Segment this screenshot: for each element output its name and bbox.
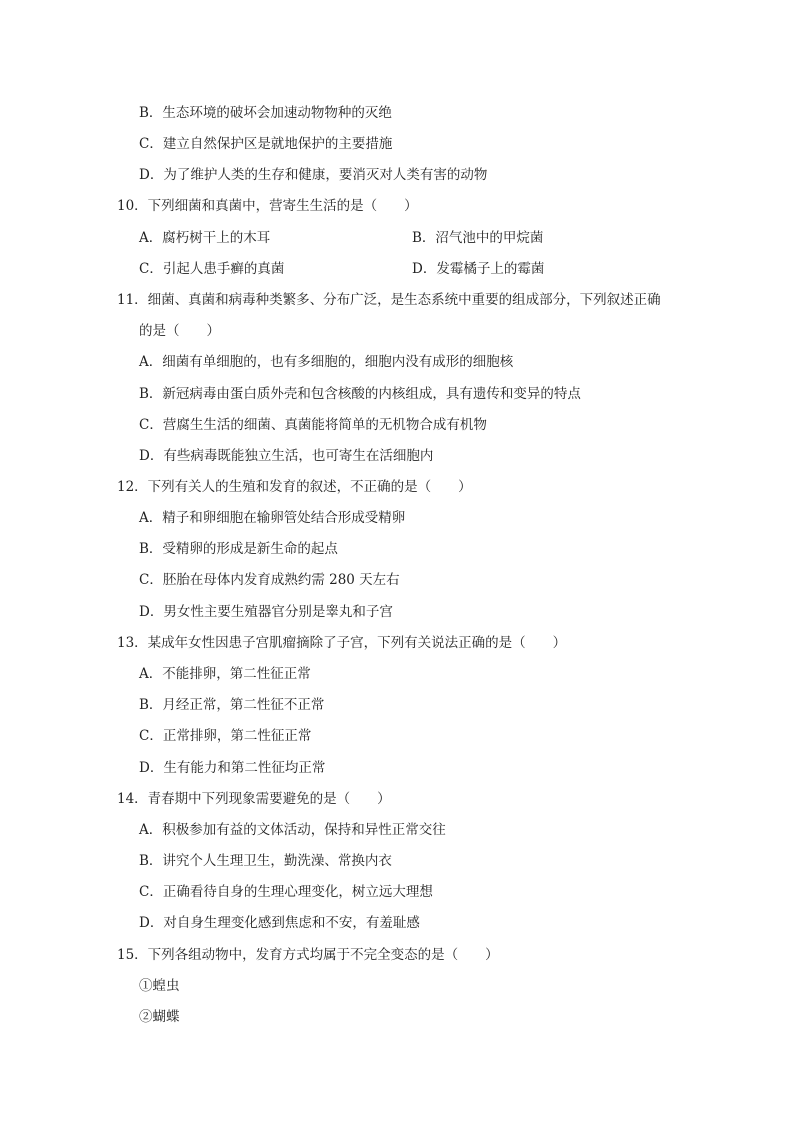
q12-option-a: A．精子和卵细胞在输卵管处结合形成受精卵 <box>139 510 406 526</box>
q13-option-d: D．生有能力和第二性征均正常 <box>139 760 326 776</box>
q15-item-2: ②蝴蝶 <box>139 1009 180 1025</box>
q14-option-c: C．正确看待自身的生理心理变化，树立远大理想 <box>139 884 433 900</box>
q13-stem: 13．某成年女性因患子宫肌瘤摘除了子宫，下列有关说法正确的是（ ） <box>117 635 567 651</box>
q11-stem: 11．细菌、真菌和病毒种类繁多、分布广泛，是生态系统中重要的组成部分，下列叙述正确 <box>117 292 661 308</box>
q13-option-c: C．正常排卵，第二性征正常 <box>139 728 312 744</box>
q10-option-b: B．沼气池中的甲烷菌 <box>412 230 544 246</box>
q12-option-c: C．胚胎在母体内发育成熟约需 280 天左右 <box>139 572 400 588</box>
q10-option-c: C．引起人患手癣的真菌 <box>139 261 285 277</box>
q11-option-c: C．营腐生生活的细菌、真菌能将简单的无机物合成有机物 <box>139 417 487 433</box>
q12-option-b: B．受精卵的形成是新生命的起点 <box>139 541 338 557</box>
q10-option-a: A．腐朽树干上的木耳 <box>139 230 271 246</box>
q15-item-1: ①蝗虫 <box>139 978 180 994</box>
q9-option-d: D．为了维护人类的生存和健康，要消灭对人类有害的动物 <box>139 167 488 183</box>
q14-option-d: D．对自身生理变化感到焦虑和不安，有羞耻感 <box>139 915 420 931</box>
q13-option-a: A．不能排卵，第二性征正常 <box>139 666 311 682</box>
q10-stem: 10．下列细菌和真菌中，营寄生生活的是（ ） <box>117 198 418 214</box>
q14-option-a: A．积极参加有益的文体活动，保持和异性正常交往 <box>139 822 446 838</box>
q15-stem: 15．下列各组动物中，发育方式均属于不完全变态的是（ ） <box>117 947 499 963</box>
q9-option-c: C．建立自然保护区是就地保护的主要措施 <box>139 136 393 152</box>
q14-stem: 14．青春期中下列现象需要避免的是（ ） <box>117 791 391 807</box>
q10-option-d: D．发霉橘子上的霉菌 <box>412 261 545 277</box>
q11-option-a: A．细菌有单细胞的，也有多细胞的，细胞内没有成形的细胞核 <box>139 354 514 370</box>
q13-option-b: B．月经正常，第二性征不正常 <box>139 697 325 713</box>
q14-option-b: B．讲究个人生理卫生，勤洗澡、常换内衣 <box>139 853 392 869</box>
q12-option-d: D．男女性主要生殖器官分别是睾丸和子宫 <box>139 604 393 620</box>
q9-option-b: B．生态环境的破坏会加速动物物种的灭绝 <box>139 105 392 121</box>
q12-stem: 12．下列有关人的生殖和发育的叙述，不正确的是（ ） <box>117 479 472 495</box>
q11-option-d: D．有些病毒既能独立生活，也可寄生在活细胞内 <box>139 448 434 464</box>
q11-option-b: B．新冠病毒由蛋白质外壳和包含核酸的内核组成，具有遗传和变异的特点 <box>139 386 581 402</box>
q11-stem-continued: 的是（ ） <box>139 323 220 339</box>
